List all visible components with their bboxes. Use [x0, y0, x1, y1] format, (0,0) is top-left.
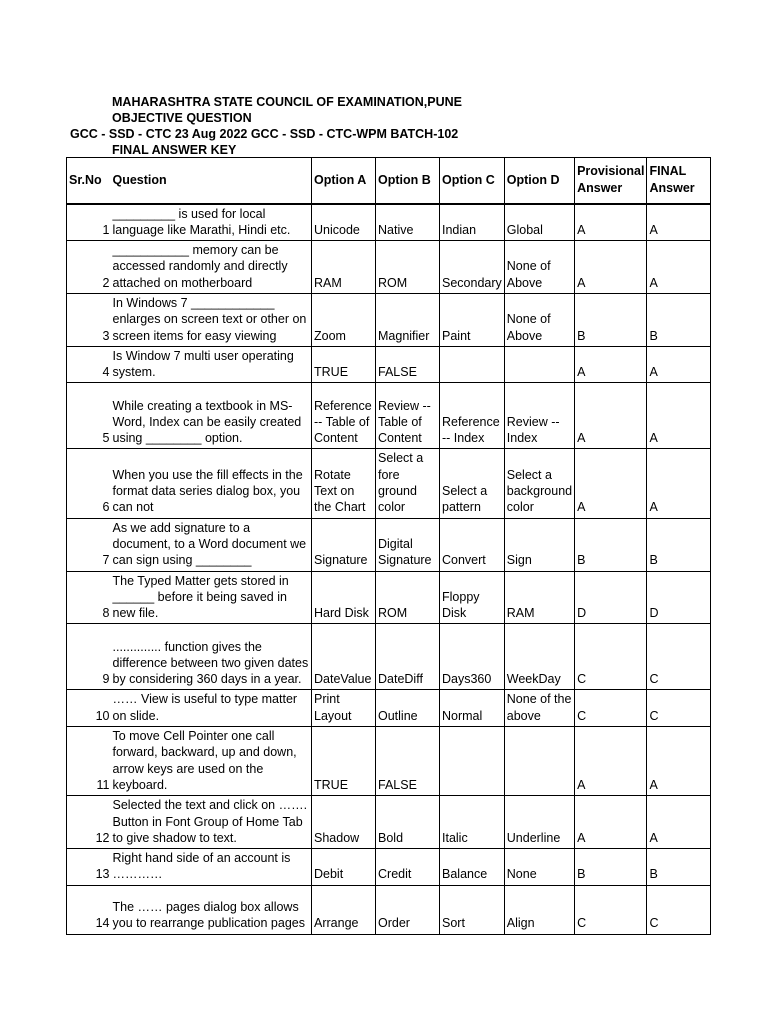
row-sr-no: 4: [67, 346, 111, 383]
table-row: [67, 690, 711, 727]
col-header-provisional: Provisional Answer: [575, 158, 647, 204]
row-final-answer: C: [647, 690, 711, 727]
row-sr-no: 13: [67, 849, 111, 886]
row-sr-no: 1: [67, 204, 111, 241]
row-option-b: ROM: [376, 241, 440, 294]
row-provisional-answer: C: [575, 690, 647, 727]
row-option-b: FALSE: [376, 346, 440, 383]
row-final-answer: A: [647, 727, 711, 796]
row-question: Right hand side of an account is …………: [111, 849, 312, 886]
table-row: [67, 241, 711, 294]
row-provisional-answer: D: [575, 571, 647, 624]
row-option-d: RAM: [504, 571, 574, 624]
row-option-a: Hard Disk: [312, 571, 376, 624]
row-final-answer: C: [647, 885, 711, 934]
row-final-answer: A: [647, 449, 711, 518]
row-option-a: Debit: [312, 849, 376, 886]
row-option-b: FALSE: [376, 727, 440, 796]
row-sr-no: 9: [67, 624, 111, 690]
row-option-c: [440, 346, 505, 383]
col-header-option-b: Option B: [376, 158, 440, 204]
row-final-answer: B: [647, 518, 711, 571]
row-option-b: Bold: [376, 796, 440, 849]
row-sr-no: 2: [67, 241, 111, 294]
row-final-answer: A: [647, 241, 711, 294]
row-option-b: DateDiff: [376, 624, 440, 690]
row-sr-no: 5: [67, 383, 111, 449]
row-final-answer: A: [647, 383, 711, 449]
row-option-c: Select a pattern: [440, 449, 505, 518]
row-provisional-answer: A: [575, 241, 647, 294]
row-provisional-answer: C: [575, 624, 647, 690]
row-question: ___________ memory can be accessed randomly and directly attached on motherboard: [111, 241, 312, 294]
row-question: While creating a textbook in MS-Word, Index can be easily created using ________ option.: [111, 383, 312, 449]
row-question: .............. function gives the difference between two given dates by considering 360 days in a year.: [111, 624, 312, 690]
row-provisional-answer: B: [575, 849, 647, 886]
row-option-d: None of Above: [504, 293, 574, 346]
table-row: [67, 204, 711, 241]
table-row: [67, 346, 711, 383]
row-option-a: Print Layout: [312, 690, 376, 727]
row-question: The Typed Matter gets stored in ______ before it being saved in new file.: [111, 571, 312, 624]
row-question: _________ is used for local language like Marathi, Hindi etc.: [111, 204, 312, 241]
row-sr-no: 6: [67, 449, 111, 518]
col-header-option-c: Option C: [440, 158, 505, 204]
row-option-b: Digital Signature: [376, 518, 440, 571]
row-provisional-answer: A: [575, 796, 647, 849]
council-title: MAHARASHTRA STATE COUNCIL OF EXAMINATION,PUNE: [112, 95, 462, 109]
row-option-a: Rotate Text on the Chart: [312, 449, 376, 518]
col-header-srno: Sr.No: [67, 158, 111, 204]
row-question: As we add signature to a document, to a Word document we can sign using ________: [111, 518, 312, 571]
row-provisional-answer: B: [575, 518, 647, 571]
row-option-d: [504, 727, 574, 796]
row-final-answer: A: [647, 346, 711, 383]
row-option-d: Select a background color: [504, 449, 574, 518]
row-provisional-answer: A: [575, 346, 647, 383]
row-option-c: Secondary: [440, 241, 505, 294]
row-final-answer: C: [647, 624, 711, 690]
row-sr-no: 11: [67, 727, 111, 796]
row-provisional-answer: A: [575, 204, 647, 241]
row-sr-no: 14: [67, 885, 111, 934]
row-provisional-answer: C: [575, 885, 647, 934]
row-option-b: Outline: [376, 690, 440, 727]
row-option-d: Sign: [504, 518, 574, 571]
row-option-b: Review -- Table of Content: [376, 383, 440, 449]
row-option-a: TRUE: [312, 727, 376, 796]
row-question: Selected the text and click on ……. Button in Font Group of Home Tab to give shadow to text.: [111, 796, 312, 849]
row-final-answer: A: [647, 204, 711, 241]
row-option-c: Sort: [440, 885, 505, 934]
row-final-answer: B: [647, 849, 711, 886]
row-option-b: Magnifier: [376, 293, 440, 346]
row-option-c: [440, 727, 505, 796]
table-row: [67, 849, 711, 886]
answer-key-title: FINAL ANSWER KEY: [112, 143, 237, 157]
row-option-c: Floppy Disk: [440, 571, 505, 624]
row-sr-no: 7: [67, 518, 111, 571]
row-option-b: Order: [376, 885, 440, 934]
row-sr-no: 10: [67, 690, 111, 727]
row-option-b: Native: [376, 204, 440, 241]
table-row: [67, 383, 711, 449]
row-option-c: Italic: [440, 796, 505, 849]
row-provisional-answer: A: [575, 727, 647, 796]
row-option-c: Days360: [440, 624, 505, 690]
table-row: [67, 727, 711, 796]
row-option-d: Global: [504, 204, 574, 241]
row-option-a: Unicode: [312, 204, 376, 241]
table-row: [67, 293, 711, 346]
table-row: [67, 624, 711, 690]
table-row: [67, 885, 711, 934]
col-header-option-a: Option A: [312, 158, 376, 204]
row-sr-no: 8: [67, 571, 111, 624]
row-question: When you use the fill effects in the format data series dialog box, you can not: [111, 449, 312, 518]
row-question: To move Cell Pointer one call forward, backward, up and down, arrow keys are used on the keyboard.: [111, 727, 312, 796]
row-option-b: Credit: [376, 849, 440, 886]
row-option-d: Review -- Index: [504, 383, 574, 449]
row-option-c: Normal: [440, 690, 505, 727]
row-option-a: Reference -- Table of Content: [312, 383, 376, 449]
batch-line: GCC - SSD - CTC 23 Aug 2022 GCC - SSD - CTC-WPM BATCH-102: [70, 127, 459, 141]
table-row: [67, 571, 711, 624]
row-question: Is Window 7 multi user operating system.: [111, 346, 312, 383]
document-type: OBJECTIVE QUESTION: [112, 111, 252, 125]
row-option-d: None: [504, 849, 574, 886]
row-option-a: RAM: [312, 241, 376, 294]
row-option-c: Paint: [440, 293, 505, 346]
row-final-answer: B: [647, 293, 711, 346]
row-option-c: Balance: [440, 849, 505, 886]
row-option-a: TRUE: [312, 346, 376, 383]
row-option-b: ROM: [376, 571, 440, 624]
table-header-row: [67, 158, 711, 204]
row-option-d: None of the above: [504, 690, 574, 727]
row-option-d: Underline: [504, 796, 574, 849]
row-provisional-answer: A: [575, 383, 647, 449]
row-option-a: Arrange: [312, 885, 376, 934]
col-header-question: Question: [111, 158, 312, 204]
row-option-d: [504, 346, 574, 383]
row-sr-no: 12: [67, 796, 111, 849]
answer-key-table: [66, 157, 711, 935]
row-option-d: Align: [504, 885, 574, 934]
row-question: In Windows 7 ____________ enlarges on screen text or other on screen items for easy viewing: [111, 293, 312, 346]
row-provisional-answer: A: [575, 449, 647, 518]
col-header-option-d: Option D: [504, 158, 574, 204]
row-option-a: Shadow: [312, 796, 376, 849]
row-sr-no: 3: [67, 293, 111, 346]
row-question: …… View is useful to type matter on slide.: [111, 690, 312, 727]
row-option-b: Select a fore ground color: [376, 449, 440, 518]
table-row: [67, 449, 711, 518]
row-option-d: WeekDay: [504, 624, 574, 690]
row-option-a: Zoom: [312, 293, 376, 346]
row-option-d: None of Above: [504, 241, 574, 294]
row-final-answer: A: [647, 796, 711, 849]
table-row: [67, 796, 711, 849]
row-option-c: Indian: [440, 204, 505, 241]
row-option-a: DateValue: [312, 624, 376, 690]
col-header-final: FINAL Answer: [647, 158, 711, 204]
row-option-c: Convert: [440, 518, 505, 571]
row-option-c: Reference -- Index: [440, 383, 505, 449]
row-provisional-answer: B: [575, 293, 647, 346]
row-final-answer: D: [647, 571, 711, 624]
row-option-a: Signature: [312, 518, 376, 571]
table-row: [67, 518, 711, 571]
row-question: The …… pages dialog box allows you to rearrange publication pages: [111, 885, 312, 934]
